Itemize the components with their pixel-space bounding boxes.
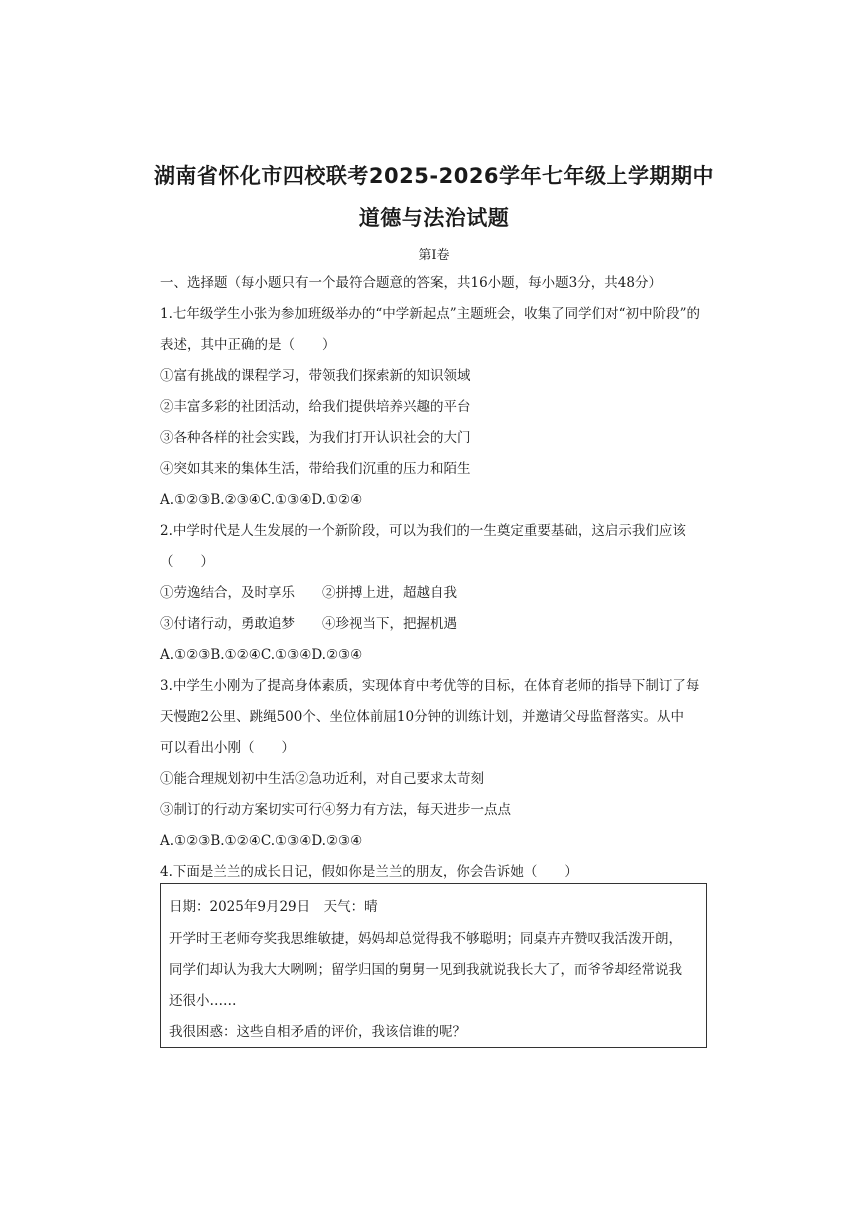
question-stem: 4.下面是兰兰的成长日记，假如你是兰兰的朋友，你会告诉她（ ） (160, 864, 578, 880)
statement-option: ②丰富多彩的社团活动，给我们提供培养兴趣的平台 (160, 399, 471, 415)
statement-option: ③制订的行动方案切实可行④努力有方法，每天进步一点点 (160, 802, 511, 818)
exam-title: 湖南省怀化市四校联考2025-2026学年七年级上学期期中 (153, 164, 715, 188)
diary-text: 还很小…… (169, 993, 237, 1009)
question-stem: 可以看出小刚（ ） (160, 740, 295, 756)
diary-text: 我很困惑：这些自相矛盾的评价，我该信谁的呢？ (169, 1024, 466, 1040)
diary-box (160, 883, 707, 1048)
diary-text: 开学时王老师夸奖我思维敏捷，妈妈却总觉得我不够聪明；同桌卉卉赞叹我活泼开朗， (169, 931, 682, 947)
answer-choices: A.①②③B.②③④C.①③④D.①②④ (160, 492, 363, 508)
statement-option: ③各种各样的社会实践，为我们打开认识社会的大门 (160, 430, 471, 446)
question-stem: 3.中学生小刚为了提高身体素质，实现体育中考优等的目标，在体育老师的指导下制订了每 (160, 678, 700, 694)
statement-option: ③付诸行动，勇敢追梦 ④珍视当下，把握机遇 (160, 616, 457, 632)
answer-choices: A.①②③B.①②④C.①③④D.②③④ (160, 833, 363, 849)
question-stem: 2.中学时代是人生发展的一个新阶段，可以为我们的一生奠定重要基础，这启示我们应该 (160, 523, 686, 539)
question-stem: 表述，其中正确的是（ ） (160, 337, 336, 353)
question-stem: （ ） (160, 554, 214, 570)
statement-option: ④突如其来的集体生活，带给我们沉重的压力和陌生 (160, 461, 471, 477)
exam-subject-title: 道德与法治试题 (358, 206, 510, 230)
question-stem: 1.七年级学生小张为参加班级举办的“中学新起点”主题班会，收集了同学们对“初中阶段”的 (160, 306, 700, 322)
diary-date: 日期：2025年9月29日 天气：晴 (169, 899, 378, 915)
answer-choices: A.①②③B.①②④C.①③④D.②③④ (160, 647, 363, 663)
statement-option: ①劳逸结合，及时享乐 ②拼搏上进，超越自我 (160, 585, 457, 601)
section-heading: 一、选择题（每小题只有一个最符合题意的答案，共16小题，每小题3分，共48分） (160, 275, 662, 291)
statement-option: ①富有挑战的课程学习，带领我们探索新的知识领域 (160, 368, 471, 384)
diary-text: 同学们却认为我大大咧咧；留学归国的舅舅一见到我就说我长大了，而爷爷却经常说我 (169, 962, 682, 978)
question-stem: 天慢跑2公里、跳绳500个、坐位体前屈10分钟的训练计划，并邀请父母监督落实。从中 (160, 709, 685, 725)
volume-label: 第Ⅰ卷 (418, 248, 450, 263)
statement-option: ①能合理规划初中生活②急功近利，对自己要求太苛刻 (160, 771, 484, 787)
